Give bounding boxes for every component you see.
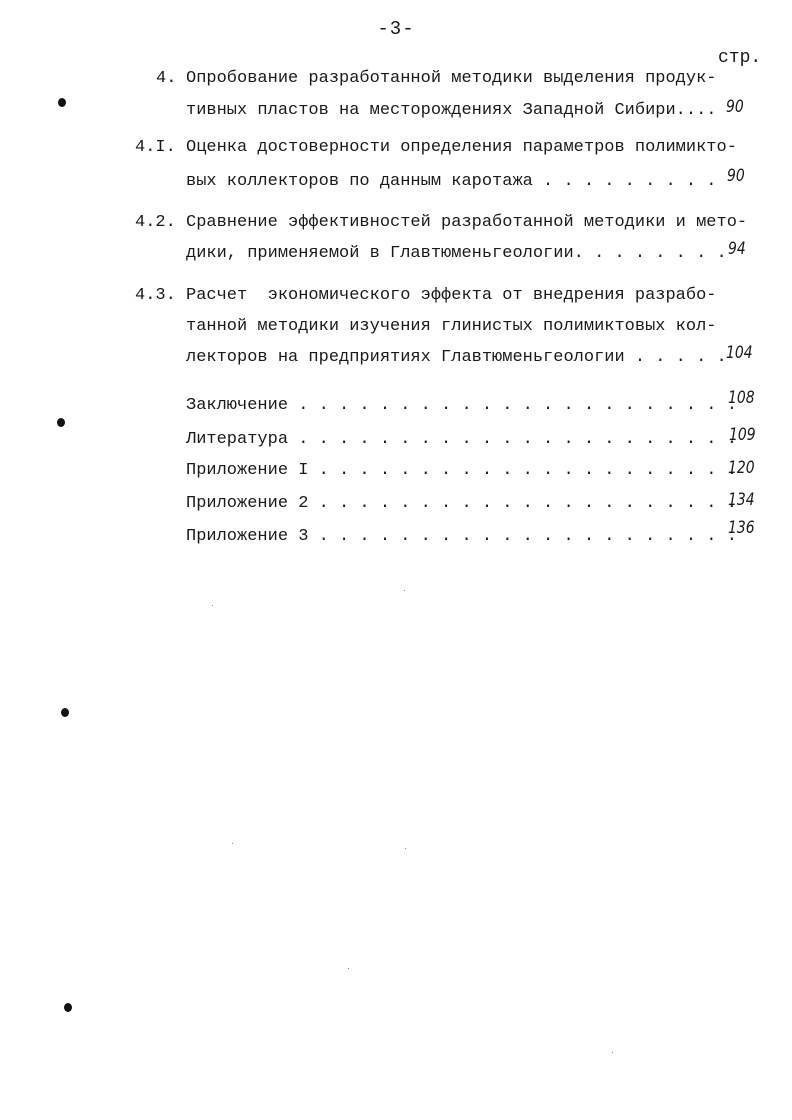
toc-entry-page: 104 [726, 343, 753, 363]
toc-entry-number: 4.3. [135, 286, 176, 305]
binder-hole-mark [64, 1003, 72, 1012]
toc-entry-number: 4.I. [135, 138, 176, 157]
scan-speck [404, 590, 405, 591]
binder-hole-mark [58, 98, 66, 107]
toc-entry-page: 120 [728, 458, 755, 478]
binder-hole-mark [57, 418, 65, 427]
toc-entry-number: 4. [156, 69, 177, 88]
toc-entry-title-line: дики, применяемой в Главтюменьгеологии. . . . . . . . [186, 244, 727, 263]
toc-entry-title-line: лекторов на предприятиях Главтюменьгеологии . . . . . [186, 348, 727, 367]
toc-entry-title-line: Оценка достоверности определения параметров полимикто- [186, 138, 737, 157]
toc-entry-title-line: танной методики изучения глинистых полимиктовых кол- [186, 317, 717, 336]
toc-entry-title-line: Приложение I . . . . . . . . . . . . . . . . . . . . . [186, 461, 737, 480]
scan-speck [612, 1052, 613, 1053]
toc-entry-title-line: Расчет экономического эффекта от внедрения разрабо- [186, 286, 717, 305]
pages-column-label: стр. [718, 48, 762, 68]
scan-speck [212, 605, 213, 606]
toc-entry-title-line: Заключение . . . . . . . . . . . . . . . . . . . . . . [186, 396, 737, 415]
scan-speck [232, 843, 233, 844]
toc-entry-title-line: Приложение 2 . . . . . . . . . . . . . . . . . . . . . [186, 494, 737, 513]
scan-speck [348, 968, 349, 969]
toc-entry-page: 134 [728, 490, 755, 510]
toc-entry-page: 90 [727, 166, 745, 186]
scan-speck [405, 848, 406, 849]
toc-entry-page: 136 [728, 518, 755, 538]
toc-entry-title-line: Приложение 3 . . . . . . . . . . . . . . . . . . . . . [186, 527, 737, 546]
toc-entry-title-line: вых коллекторов по данным каротажа . . . . . . . . . [186, 172, 717, 191]
toc-entry-number: 4.2. [135, 213, 176, 232]
toc-entry-page: 109 [729, 425, 756, 445]
toc-entry-title-line: тивных пластов на месторождениях Западной Сибири.... [186, 101, 717, 120]
toc-entry-title-line: Опробование разработанной методики выделения продук- [186, 69, 717, 88]
toc-entry-page: 94 [728, 239, 746, 259]
page-number: -3- [377, 18, 415, 40]
toc-entry-title-line: Сравнение эффективностей разработанной методики и мето- [186, 213, 748, 232]
binder-hole-mark [61, 708, 69, 717]
toc-entry-title-line: Литература . . . . . . . . . . . . . . . . . . . . . . [186, 430, 737, 449]
toc-entry-page: 90 [726, 97, 744, 117]
toc-entry-page: 108 [728, 388, 755, 408]
